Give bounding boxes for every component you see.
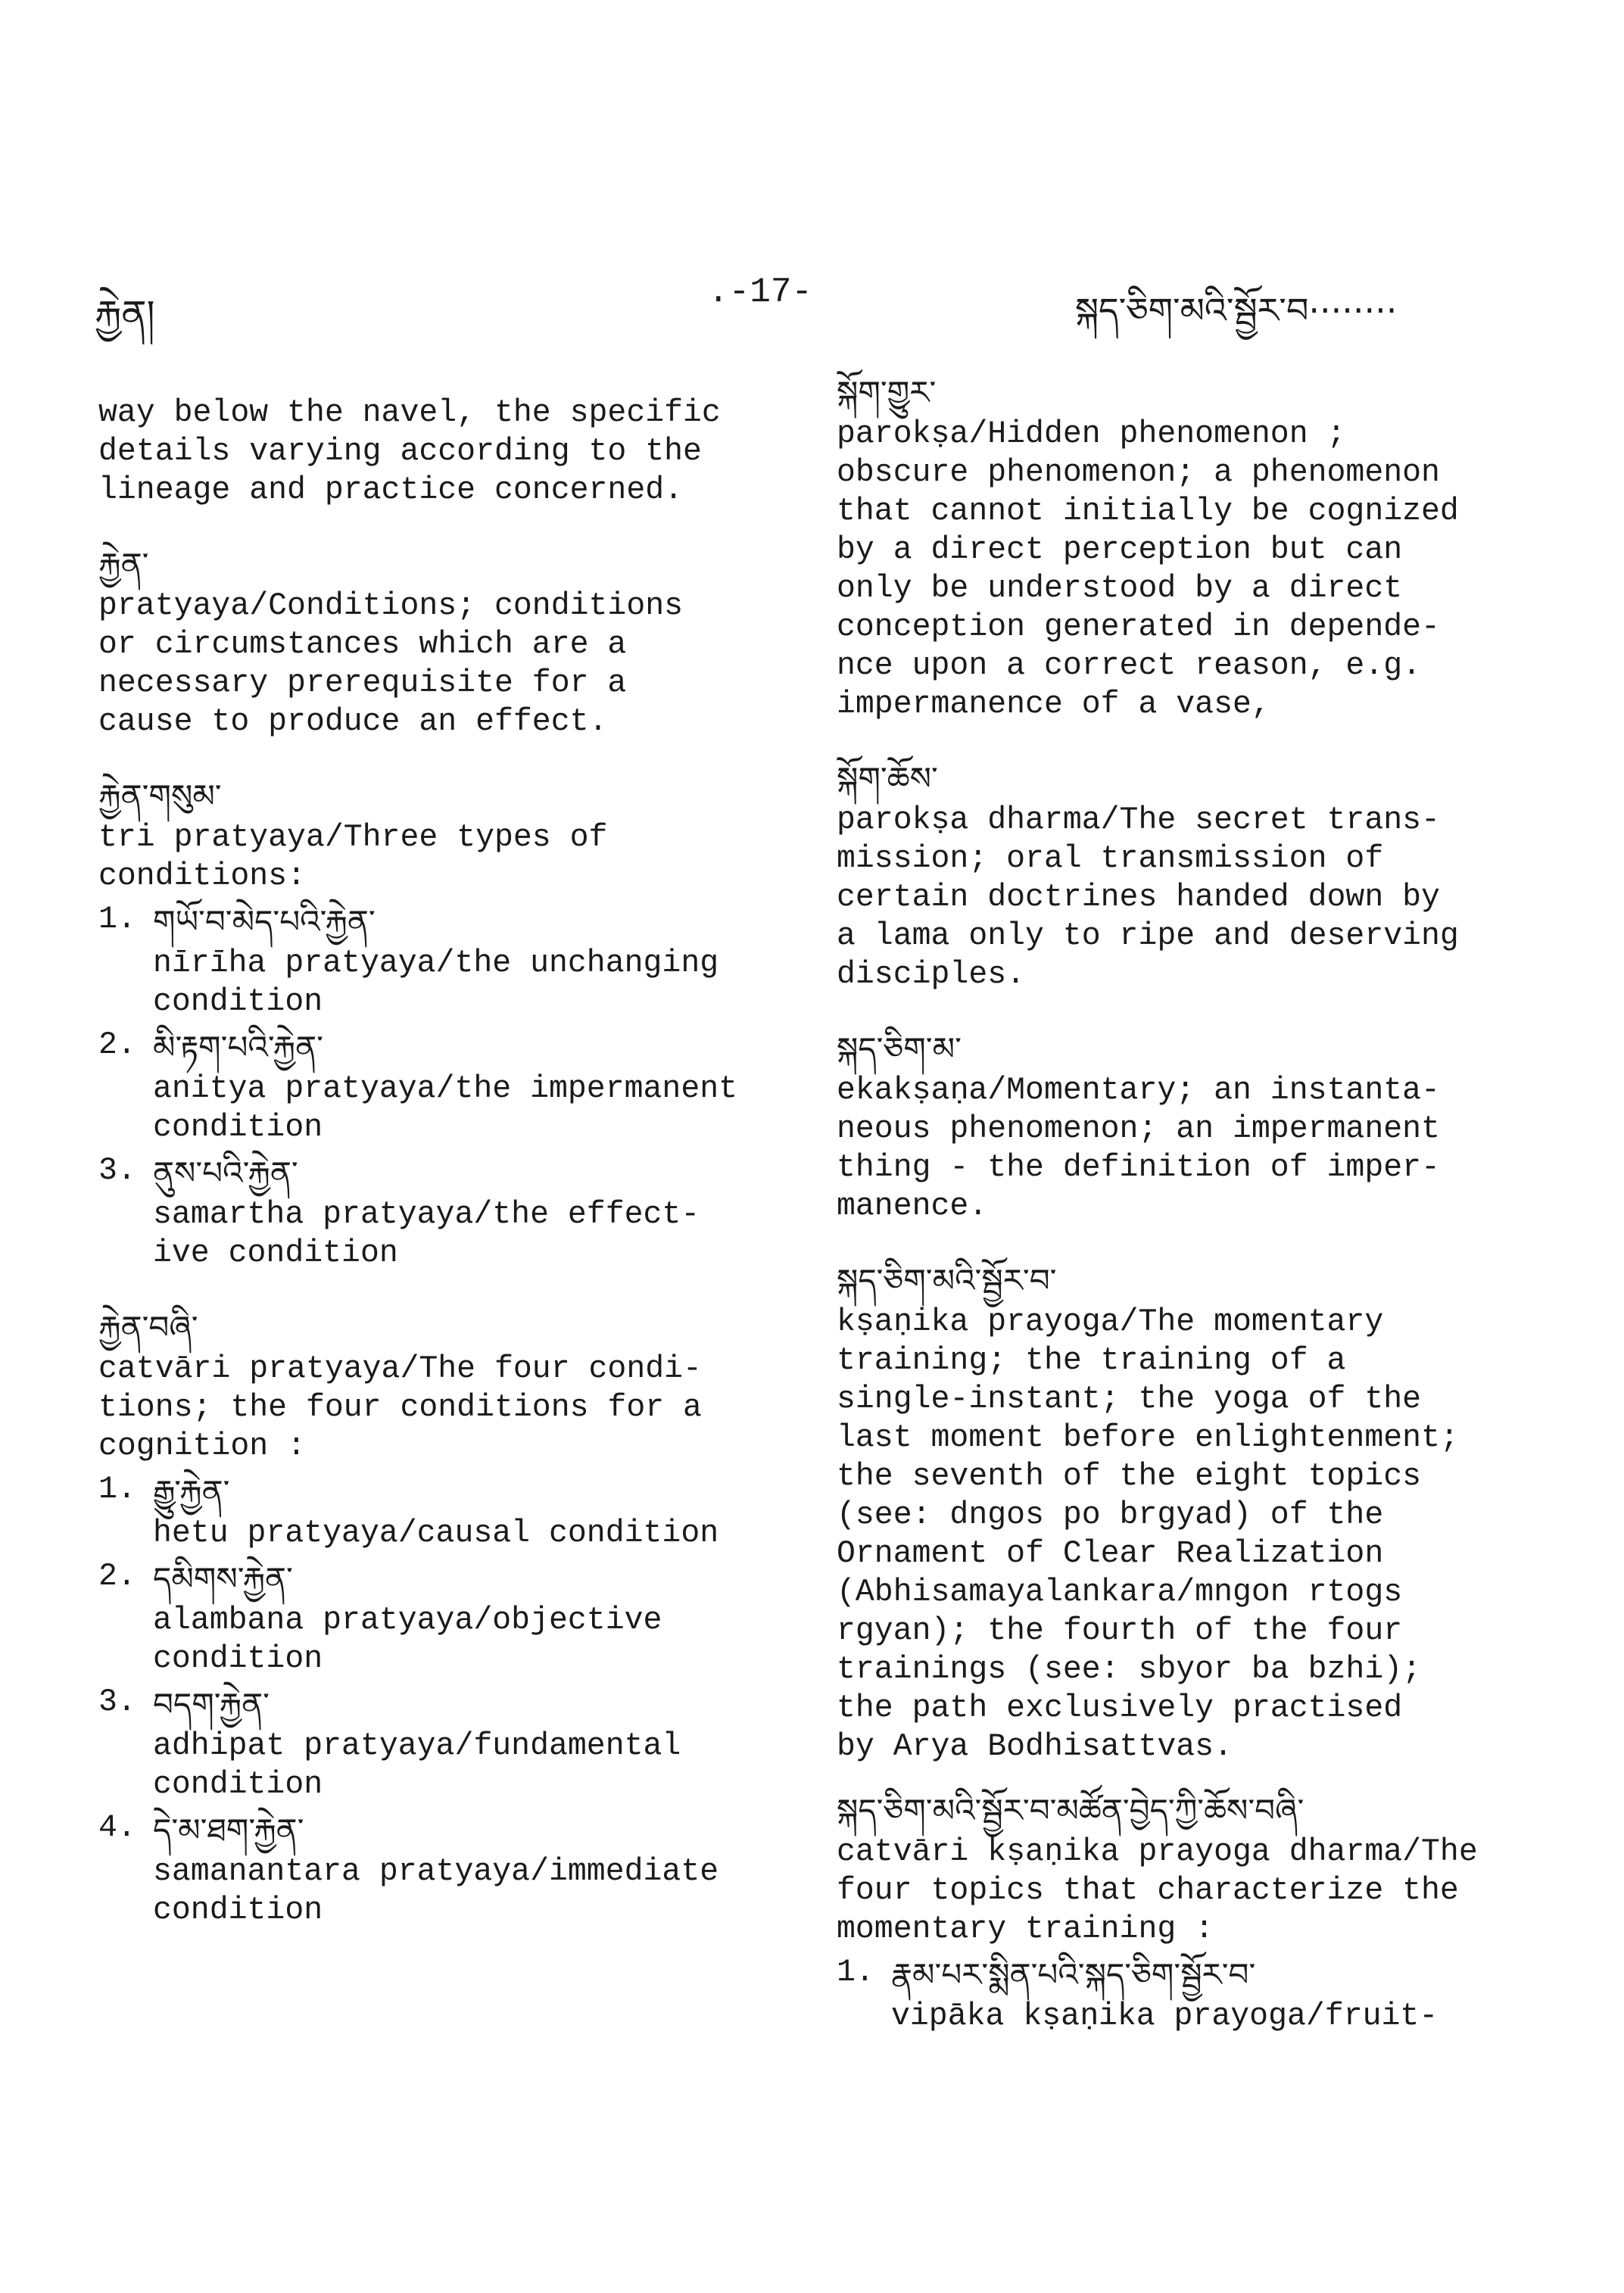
text-line: condition: [153, 1767, 323, 1802]
item-number: 1.: [837, 1955, 874, 1990]
list-item: [98, 1683, 780, 1804]
entry-secret-transmission: [837, 757, 1518, 994]
text-line: by a direct perception but can: [837, 532, 1403, 568]
text-line: hetu pratyaya/causal condition: [153, 1516, 719, 1551]
text-line: anitya pratyaya/the impermanent: [153, 1071, 738, 1107]
tibetan-headword: སྐོག་ཆོས་: [837, 760, 938, 797]
text-line: trainings (see: sbyor ba bzhi);: [837, 1652, 1422, 1687]
text-line: parokṣa/Hidden phenomenon ;: [837, 416, 1346, 452]
text-line: that cannot initially be cognized: [837, 494, 1459, 529]
text-line: vipāka kṣaṇika prayoga/fruit-: [891, 1999, 1439, 2034]
entry-three-conditions: [98, 774, 780, 1273]
text-line: catvāri kṣaṇika prayoga dharma/The: [837, 1834, 1478, 1870]
list-item: [98, 900, 780, 1021]
entry-conditions: [98, 543, 780, 741]
list-item: [98, 1809, 780, 1930]
right-column: [837, 371, 1518, 2036]
item-number: 3.: [98, 1684, 136, 1720]
text-line: cause to produce an effect.: [98, 704, 608, 740]
text-line: disciples.: [837, 957, 1026, 992]
text-line: (Abhisamayalankara/mngon rtogs: [837, 1575, 1403, 1610]
text-line: manence.: [837, 1189, 988, 1224]
entry-momentary: [837, 1027, 1518, 1226]
text-line: ekakṣaṇa/Momentary; an instanta-: [837, 1073, 1440, 1108]
tibetan-term: རྒྱུ་རྐྱེན་: [153, 1473, 230, 1510]
header-left-term: རྐྱེན།: [95, 292, 155, 336]
text-line: condition: [153, 984, 323, 1020]
list-item: [98, 1470, 780, 1553]
item-number: 2.: [98, 1559, 136, 1594]
text-line: by Arya Bodhisattvas.: [837, 1729, 1233, 1765]
text-line: adhipat pratyaya/fundamental: [153, 1728, 681, 1764]
text-line: single-instant; the yoga of the: [837, 1382, 1422, 1417]
text-line: ive condition: [153, 1235, 398, 1271]
text-line: cognition :: [98, 1428, 306, 1464]
text-line: pratyaya/Conditions; conditions: [98, 588, 684, 624]
text-line: details varying according to the: [98, 434, 702, 469]
entry-four-conditions: [98, 1306, 780, 1930]
left-column: [98, 394, 780, 1930]
text-line: obscure phenomenon; a phenomenon: [837, 455, 1440, 491]
list-item: [98, 1151, 780, 1273]
text-line: only be understood by a direct: [837, 571, 1403, 606]
text-line: momentary training :: [837, 1911, 1214, 1947]
text-line: necessary prerequisite for a: [98, 665, 627, 701]
tibetan-term: དམིགས་རྐྱེན་: [153, 1560, 293, 1597]
text-line: nīrīha pratyaya/the unchanging: [153, 946, 719, 981]
text-line: the seventh of the eight topics: [837, 1459, 1422, 1494]
tibetan-term: ནུས་པའི་རྐྱེན་: [153, 1154, 298, 1192]
text-line: (see: dngos po brgyad) of the: [837, 1497, 1384, 1533]
header-right-term: སྐད་ཅིག་མའི་སྦྱོར་བ········: [1075, 290, 1398, 331]
text-line: a lama only to ripe and deserving: [837, 918, 1459, 954]
text-line: tri pratyaya/Three types of: [98, 820, 608, 855]
text-line: catvāri pratyaya/The four condi-: [98, 1351, 702, 1387]
tibetan-term: གཡོ་བ་མེད་པའི་རྐྱེན་: [153, 903, 376, 940]
text-line: the path exclusively practised: [837, 1690, 1403, 1726]
tibetan-term: དེ་མ་ཐག་རྐྱེན་: [153, 1812, 304, 1849]
tibetan-headword: སྐད་ཅིག་མའི་སྦྱོར་བ་མཚོན་བྱེད་ཀྱི་ཆོས་བཞི་: [837, 1792, 1304, 1829]
text-line: lineage and practice concerned.: [98, 472, 684, 508]
text-line: way below the navel, the specific: [98, 395, 721, 431]
item-number: 1.: [98, 1472, 136, 1507]
list-item: [98, 1026, 780, 1147]
text-line: impermanence of a vase,: [837, 687, 1270, 722]
tibetan-headword: སྐད་ཅིག་མ་: [837, 1030, 962, 1067]
text-line: training; the training of a: [837, 1343, 1346, 1379]
tibetan-headword: སྐོག་གྱུར་: [837, 374, 937, 411]
page-number: .-17-: [708, 273, 813, 312]
tibetan-headword: རྐྱེན་: [98, 546, 149, 583]
text-line: parokṣa dharma/The secret trans-: [837, 802, 1440, 838]
text-line: conception generated in depende-: [837, 609, 1440, 645]
list-item: [837, 1953, 1518, 2036]
text-line: condition: [153, 1641, 323, 1677]
item-number: 1.: [98, 902, 136, 937]
text-line: condition: [153, 1110, 323, 1145]
entry-momentary-training: [837, 1259, 1518, 1766]
text-line: rgyan); the fourth of the four: [837, 1613, 1403, 1649]
tibetan-headword: རྐྱེན་གསུམ་: [98, 777, 222, 815]
text-line: thing - the definition of imper-: [837, 1150, 1440, 1185]
text-line: alambana pratyaya/objective: [153, 1603, 662, 1638]
tibetan-term: རྣམ་པར་སྨིན་པའི་སྐད་ཅིག་སྦྱོར་བ་: [891, 1956, 1256, 1993]
item-number: 4.: [98, 1810, 136, 1846]
text-line: or circumstances which are a: [98, 627, 627, 662]
text-line: certain doctrines handed down by: [837, 880, 1440, 915]
text-line: samartha pratyaya/the effect-: [153, 1197, 700, 1232]
text-line: Ornament of Clear Realization: [837, 1536, 1384, 1572]
tibetan-headword: རྐྱེན་བཞི་: [98, 1309, 198, 1346]
item-number: 3.: [98, 1153, 136, 1189]
text-line: condition: [153, 1893, 323, 1928]
text-line: conditions:: [98, 858, 306, 894]
text-line: tions; the four conditions for a: [98, 1390, 702, 1425]
item-number: 2.: [98, 1027, 136, 1063]
text-line: last moment before enlightenment;: [837, 1420, 1459, 1456]
tibetan-term: མི་རྟག་པའི་རྐྱེན་: [153, 1029, 323, 1066]
list-item: [98, 1557, 780, 1678]
text-line: nce upon a correct reason, e.g.: [837, 648, 1422, 684]
text-line: neous phenomenon; an impermanent: [837, 1111, 1440, 1147]
text-line: four topics that characterize the: [837, 1873, 1459, 1908]
entry-hidden-phenomenon: [837, 371, 1518, 724]
text-line: mission; oral transmission of: [837, 841, 1384, 877]
entry-four-topics: [837, 1789, 1518, 2036]
text-line: kṣaṇika prayoga/The momentary: [837, 1304, 1384, 1340]
tibetan-term: བདག་རྐྱེན་: [153, 1686, 270, 1723]
text-line: samanantara pratyaya/immediate: [153, 1854, 719, 1890]
tibetan-headword: སྐད་ཅིག་མའི་སྦྱོར་བ་: [837, 1262, 1057, 1299]
